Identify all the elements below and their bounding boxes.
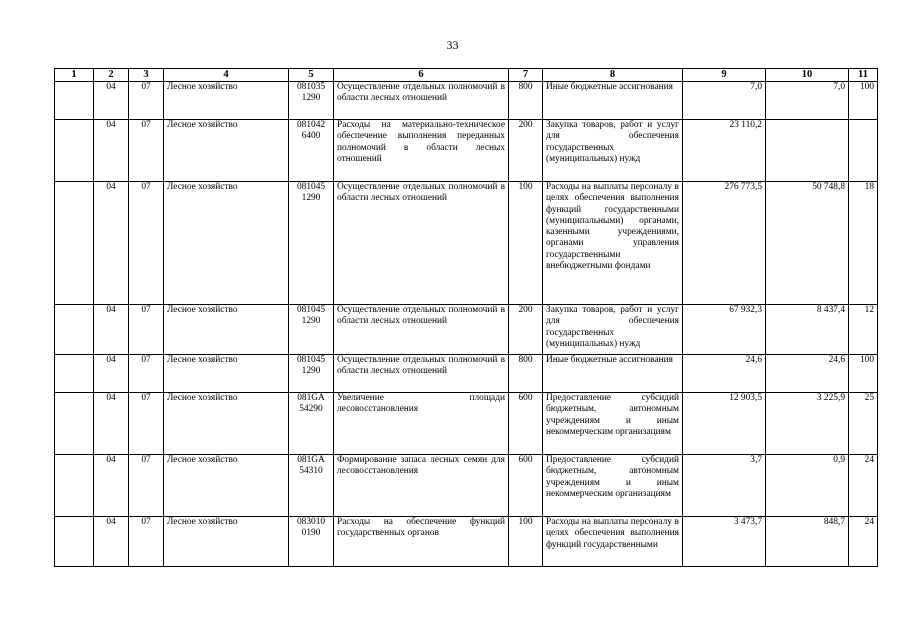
target-article-code-line1: 081GA — [297, 455, 325, 465]
subsection-code: 07 — [129, 305, 164, 355]
amount-approved: 7,0 — [683, 82, 766, 120]
table-row — [55, 182, 878, 305]
table-row — [55, 120, 878, 182]
cell-col1 — [55, 393, 94, 455]
expense-type-name: Предоставление субсидий бюджетным, автономным учреждениям и иным некоммерческим организациям — [543, 393, 683, 455]
target-article-code — [289, 120, 334, 182]
cell-col1 — [55, 455, 94, 517]
column-header-4: 4 — [164, 69, 289, 82]
section-name: Лесное хозяйство — [164, 305, 289, 355]
expense-type-code: 100 — [509, 182, 543, 305]
section-code: 04 — [94, 393, 129, 455]
table-body — [55, 82, 878, 567]
section-code: 04 — [94, 517, 129, 567]
execution-percent: 24 — [849, 455, 878, 517]
target-article-code-line1: 081042 — [296, 120, 326, 130]
target-article-code — [289, 455, 334, 517]
expense-type-name: Расходы на выплаты персоналу в целях обеспечения выполнения функций государственными — [543, 517, 683, 567]
target-article-code-line2: 1290 — [301, 366, 321, 377]
execution-percent: 100 — [849, 355, 878, 393]
target-article-code-line2: 6400 — [301, 131, 321, 142]
cell-col1 — [55, 120, 94, 182]
amount-executed — [766, 120, 849, 182]
target-article-code-line2: 54290 — [299, 404, 323, 415]
target-article-code — [289, 182, 334, 305]
amount-approved: 276 773,5 — [683, 182, 766, 305]
execution-percent: 100 — [849, 82, 878, 120]
subsection-code: 07 — [129, 455, 164, 517]
amount-executed: 0,9 — [766, 455, 849, 517]
expense-description: Осуществление отдельных полномочий в области лесных отношений — [334, 182, 509, 305]
target-article-code-line1: 083010 — [296, 517, 326, 527]
section-name: Лесное хозяйство — [164, 393, 289, 455]
table-row — [55, 82, 878, 120]
expense-description: Расходы на обеспечение функций государственных органов — [334, 517, 509, 567]
cell-col1 — [55, 82, 94, 120]
table-row — [55, 517, 878, 567]
amount-executed: 848,7 — [766, 517, 849, 567]
column-header-7: 7 — [509, 69, 543, 82]
expense-type-code: 800 — [509, 82, 543, 120]
section-code: 04 — [94, 182, 129, 305]
column-header-1: 1 — [55, 69, 94, 82]
expense-type-name: Расходы на выплаты персоналу в целях обеспечения выполнения функций государственными (муниципальными) органами, казенными учреждениями, органами управления государственными внебюджетными фондами — [543, 182, 683, 305]
target-article-code-line1: 081045 — [296, 355, 326, 365]
expense-type-name: Предоставление субсидий бюджетным, автономным учреждениям и иным некоммерческим организациям — [543, 455, 683, 517]
subsection-code: 07 — [129, 393, 164, 455]
amount-approved: 12 903,5 — [683, 393, 766, 455]
target-article-code-line2: 1290 — [301, 93, 321, 104]
amount-executed: 7,0 — [766, 82, 849, 120]
expense-description: Увеличение площади лесовосстановления — [334, 393, 509, 455]
target-article-code-line2: 1290 — [301, 193, 321, 204]
target-article-code-line2: 54310 — [299, 466, 323, 477]
execution-percent — [849, 120, 878, 182]
expense-description: Осуществление отдельных полномочий в области лесных отношений — [334, 305, 509, 355]
target-article-code — [289, 305, 334, 355]
table-row — [55, 355, 878, 393]
expense-type-name: Закупка товаров, работ и услуг для обеспечения государственных (муниципальных) нужд — [543, 120, 683, 182]
section-code: 04 — [94, 355, 129, 393]
column-header-3: 3 — [129, 69, 164, 82]
table-row — [55, 455, 878, 517]
execution-percent: 24 — [849, 517, 878, 567]
column-header-9: 9 — [683, 69, 766, 82]
execution-percent: 18 — [849, 182, 878, 305]
column-header-6: 6 — [334, 69, 509, 82]
target-article-code-line1: 081GA — [297, 393, 325, 403]
expense-type-code: 600 — [509, 393, 543, 455]
target-article-code-line2: 0190 — [301, 528, 321, 539]
target-article-code — [289, 355, 334, 393]
section-code: 04 — [94, 82, 129, 120]
budget-table — [54, 68, 878, 567]
target-article-code-line2: 1290 — [301, 316, 321, 327]
page-number: 33 — [446, 38, 459, 52]
column-header-8: 8 — [543, 69, 683, 82]
target-article-code — [289, 82, 334, 120]
amount-approved: 3,7 — [683, 455, 766, 517]
section-name: Лесное хозяйство — [164, 82, 289, 120]
cell-col1 — [55, 517, 94, 567]
cell-col1 — [55, 305, 94, 355]
cell-col1 — [55, 355, 94, 393]
target-article-code-line1: 081035 — [296, 82, 326, 92]
column-header-11: 11 — [849, 69, 878, 82]
column-header-5: 5 — [289, 69, 334, 82]
section-name: Лесное хозяйство — [164, 120, 289, 182]
section-name: Лесное хозяйство — [164, 517, 289, 567]
column-header-2: 2 — [94, 69, 129, 82]
amount-approved: 67 932,3 — [683, 305, 766, 355]
amount-executed: 3 225,9 — [766, 393, 849, 455]
expense-description: Расходы на материально-техническое обеспечение выполнения переданных полномочий в области лесных отношений — [334, 120, 509, 182]
expense-type-name: Иные бюджетные ассигнования — [543, 82, 683, 120]
amount-executed: 24,6 — [766, 355, 849, 393]
subsection-code: 07 — [129, 182, 164, 305]
subsection-code: 07 — [129, 120, 164, 182]
section-code: 04 — [94, 455, 129, 517]
subsection-code: 07 — [129, 82, 164, 120]
subsection-code: 07 — [129, 355, 164, 393]
target-article-code — [289, 393, 334, 455]
expense-type-name: Закупка товаров, работ и услуг для обеспечения государственных (муниципальных) нужд — [543, 305, 683, 355]
cell-col1 — [55, 182, 94, 305]
target-article-code — [289, 517, 334, 567]
subsection-code: 07 — [129, 517, 164, 567]
expense-type-code: 100 — [509, 517, 543, 567]
expense-type-code: 200 — [509, 120, 543, 182]
expense-type-name: Иные бюджетные ассигнования — [543, 355, 683, 393]
section-name: Лесное хозяйство — [164, 455, 289, 517]
amount-approved: 3 473,7 — [683, 517, 766, 567]
amount-approved: 24,6 — [683, 355, 766, 393]
expense-type-code: 600 — [509, 455, 543, 517]
section-code: 04 — [94, 305, 129, 355]
amount-executed: 50 748,8 — [766, 182, 849, 305]
table-row — [55, 305, 878, 355]
target-article-code-line1: 081045 — [296, 182, 326, 192]
amount-approved: 23 110,2 — [683, 120, 766, 182]
expense-description: Формирование запаса лесных семян для лесовосстановления — [334, 455, 509, 517]
amount-executed: 8 437,4 — [766, 305, 849, 355]
execution-percent: 25 — [849, 393, 878, 455]
expense-description: Осуществление отдельных полномочий в области лесных отношений — [334, 355, 509, 393]
expense-description: Осуществление отдельных полномочий в области лесных отношений — [334, 82, 509, 120]
header-row — [55, 69, 878, 82]
section-code: 04 — [94, 120, 129, 182]
expense-type-code: 800 — [509, 355, 543, 393]
section-name: Лесное хозяйство — [164, 182, 289, 305]
table-row — [55, 393, 878, 455]
column-header-10: 10 — [766, 69, 849, 82]
section-name: Лесное хозяйство — [164, 355, 289, 393]
target-article-code-line1: 081045 — [296, 305, 326, 315]
expense-type-code: 200 — [509, 305, 543, 355]
execution-percent: 12 — [849, 305, 878, 355]
